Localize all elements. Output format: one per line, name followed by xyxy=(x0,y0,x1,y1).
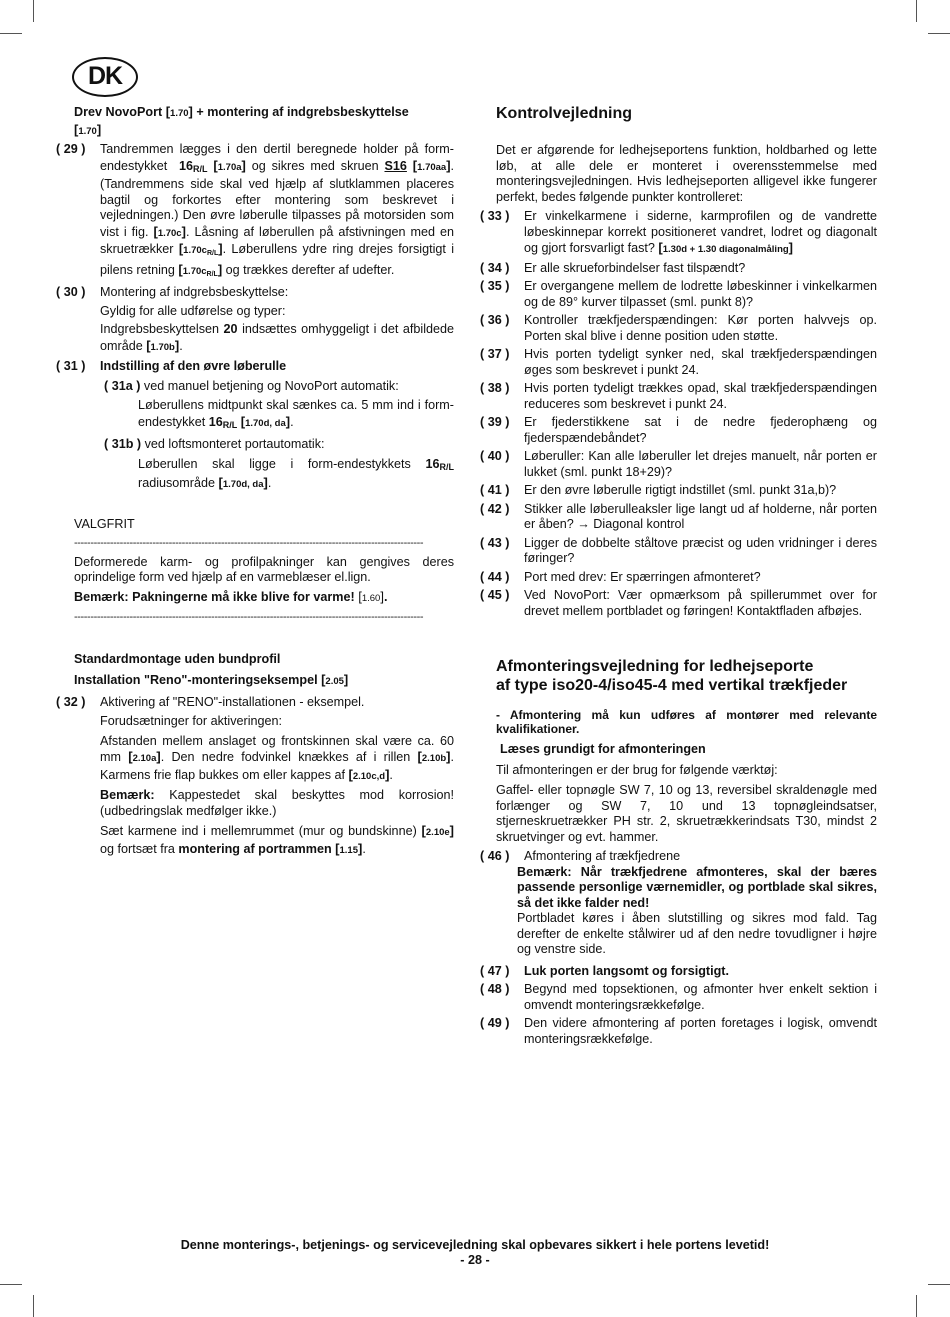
dismantling-tools-intro: Til afmonteringen er der brug for følgende værktøj: xyxy=(496,762,778,777)
dismantle-46-body: Portbladet køres i åben slutstilling og sikres mod fald. Tag derefter de enkelte stålwirer ud af den nedre tovudligner i højre og venstre side. xyxy=(517,911,877,956)
step-31a-body: Løberullens midtpunkt skal sænkes ca. 5 mm ind i form-endestykket $16_{R/L}$ [1.70d, da]. xyxy=(138,398,454,430)
crop-mark xyxy=(0,1284,22,1285)
step-number: ( 30 ) xyxy=(56,285,86,299)
step-32-note: Bemærk: Kappestedet skal beskyttes mod korrosion! (udbedringslak medfølger ikke.) xyxy=(100,788,455,818)
step-number: ( 33 ) xyxy=(480,209,510,223)
crop-mark xyxy=(0,33,22,34)
step-number: ( 31 ) xyxy=(56,359,86,373)
step-number: ( 49 ) xyxy=(480,1016,510,1030)
step-30: ( 30 ) Montering af indgrebsbeskyttelse: xyxy=(56,285,289,299)
check-36: ( 36 ) Kontroller trækfjederspændingen: Kør porten halvvejs op. Porten skal blive i denne position uden støtte. xyxy=(480,313,877,343)
dismantle-47: ( 47 ) Luk porten langsomt og forsigtigt. xyxy=(480,963,729,978)
step-31b-body: Løberullen skal ligge i form-endestykkets $16_{R/L}$ radiusområde [1.70d, da]. xyxy=(138,456,454,490)
dismantling-warning: - Afmontering må kun udføres af montører med relevante kvalifikationer. xyxy=(496,708,877,736)
step-number: ( 42 ) xyxy=(480,501,510,516)
control-intro: Det er afgørende for ledhejseportens funktion, holdbarhed og lette løb, at alle dele er monteret i overensstemmelse med monteringsvejledningen. Hvis ledhejseporten alligevel ikke fungerer perfekt, bedes følgende punkter kontrolleret: xyxy=(496,143,877,204)
section-title-control: Kontrolvejledning xyxy=(496,105,632,122)
right-column xyxy=(480,104,877,1047)
step-31a: ( 31a ) ved manuel betjening og NovoPort automatik: xyxy=(104,378,399,393)
step-number: ( 48 ) xyxy=(480,982,510,996)
dismantle-49: ( 49 ) Den videre afmontering af porten foretages i logisk, omvendt monteringsrækkefølge. xyxy=(480,1016,877,1046)
crop-mark xyxy=(916,0,917,22)
step-32: ( 32 ) Aktivering af "RENO"-installationen - eksempel. xyxy=(56,694,365,709)
step-30-validity: Gyldig for alle udførelse og typer: xyxy=(100,303,286,318)
check-33: ( 33 ) Er vinkelkarmene i siderne, karmprofilen og de vandrette løbeskinnepar korrekt positioneret vandret, lodret og diagonalt og gjort forsvarligt fast? [1.30d + 1.30 diagonalmåling] xyxy=(480,209,877,255)
left-column xyxy=(56,104,454,858)
step-number: ( 34 ) xyxy=(480,260,510,275)
dismantling-read: Læses grundigt for afmonteringen xyxy=(500,742,706,756)
step-number: ( 44 ) xyxy=(480,569,510,584)
crop-mark xyxy=(916,1295,917,1317)
section-title-standard: Standardmontage uden bundprofil xyxy=(74,651,281,666)
check-45: ( 45 ) Ved NovoPort: Vær opmærksom på spillerummet over for drevet mellem portbladet og føringen! Kontaktfladen afbøjes. xyxy=(480,588,877,618)
section-title-dismantling: Afmonteringsvejledning for ledhejseporte af type iso20-4/iso45-4 med vertikal trækfjeder xyxy=(496,658,848,694)
footer-notice: Denne monterings-, betjenings- og servicevejledning skal opbevares sikkert i hele portens levetid! xyxy=(180,1238,770,1252)
step-number: ( 32 ) xyxy=(56,694,86,709)
dismantle-46: ( 46 ) Afmontering af trækfjedrene xyxy=(480,849,681,863)
step-29: ( 29 ) Tandremmen lægges i den dertil beregnede holder på form-endestykket $16_{R/L}$ [1.70a] og sikres med skruen S16 [1.70aa]. (Tandremmens side skal ved hjælp af slutklammen placeres bagtil og forkortes efter montering som beskrevet i vejledningen.) Den øvre løberulle tilpasses på motorsiden som vist i fig. [1.70c]. Låsning af løberullen på afstivningen med en skruetrækker $[1.70c_{R/L}]$. Løberullens ydre ring drejes forsigtigt i pilens retning $[1.70c_{R/L}]$ og trækkes derefter af udefter. xyxy=(56,142,455,278)
check-40: ( 40 ) Løberuller: Kan alle løberuller let drejes manuelt, når porten er lukket (sml. punkt 18+29)? xyxy=(480,449,877,479)
check-35: ( 35 ) Er overgangene mellem de lodrette løbeskinner i vinkelkarmen og de 89° kurver tilpasset (sml. punkt 8)? xyxy=(480,279,877,309)
section-title-drev: Drev NovoPort [1.70] + montering af indgrebsbeskyttelse [1.70] xyxy=(74,104,409,137)
step-31: ( 31 ) Indstilling af den øvre løberulle xyxy=(56,359,287,373)
check-41: ( 41 ) Er den øvre løberulle rigtigt indstillet (sml. punkt 31a,b)? xyxy=(480,483,837,497)
step-number: ( 36 ) xyxy=(480,313,510,327)
check-39: ( 39 ) Er fjederstikkene sat i de nedre fjederophæng og fjederspændebåndet? xyxy=(480,415,877,445)
country-badge: DK xyxy=(72,57,138,97)
step-30-body: Indgrebsbeskyttelsen 20 indsættes omhyggeligt i det afbildede område [1.70b]. xyxy=(100,322,455,353)
check-43: ( 43 ) Ligger de dobbelte ståltove præcist og uden vridninger i deres føringer? xyxy=(480,535,877,565)
dismantling-tools-list: Gaffel- eller topnøgle SW 7, 10 og 13, reversibel skraldenøgle med forlænger og SW 7, 10 und 13 topnøgleindsatser, stjerneskruetrækker PH str. 2, skruetrækkerindsats T30, mindst 2 skruetvinger og evt. hammer. xyxy=(496,783,877,844)
check-34: ( 34 ) Er alle skrueforbindelser fast tilspændt? xyxy=(480,260,746,275)
check-44: ( 44 ) Port med drev: Er spærringen afmonteret? xyxy=(480,569,761,584)
step-number: ( 40 ) xyxy=(480,449,510,463)
step-number: ( 37 ) xyxy=(480,347,510,361)
step-number: ( 43 ) xyxy=(480,535,510,550)
step-32-continue: Sæt karmene ind i mellemrummet (mur og bundskinne) [2.10e] og fortsæt fra montering af portrammen [1.15]. xyxy=(100,823,455,856)
optional-label: VALGFRIT xyxy=(74,516,135,531)
crop-mark xyxy=(33,0,34,22)
optional-text: Deformerede karm- og profilpakninger kan gengives deres oprindelige form ved hjælp af en varmeblæser el.lign. xyxy=(74,554,454,584)
dismantle-46-warning: Bemærk: Når trækfjedrene afmonteres, skal der bæres passende personlige værnemidler, og portblade skal sikres, så det ikke falder ned! xyxy=(517,864,877,910)
crop-mark xyxy=(33,1295,34,1317)
step-number: ( 46 ) xyxy=(480,849,510,863)
dismantle-48: ( 48 ) Begynd med topsektionen, og afmonter hver enkelt sektion i omvendt monteringsrækkefølge. xyxy=(480,982,877,1012)
step-number: ( 45 ) xyxy=(480,588,510,602)
step-number: ( 39 ) xyxy=(480,415,510,429)
step-number: ( 47 ) xyxy=(480,963,510,978)
dashed-divider: ----------------------------------------------------------------------------------------------------------- xyxy=(74,537,424,549)
step-number: ( 38 ) xyxy=(480,381,510,395)
crop-mark xyxy=(928,1284,950,1285)
arrow-right-icon: → Diagonal kontrol xyxy=(577,517,685,531)
optional-note: Bemærk: Pakningerne må ikke blive for varme! [1.60]. xyxy=(74,588,388,604)
step-32-body: Afstanden mellem anslaget og frontskinnen skal være ca. 60 mm [2.10a]. Den nedre fodvinkel knækkes af i rillen [2.10b]. Karmens frie flap bukkes om eller kappes af [2.10c,d]. xyxy=(100,733,454,782)
crop-mark xyxy=(928,33,950,34)
check-38: ( 38 ) Hvis porten tydeligt trækkes opad, skal trækfjederspændingen reduceres som beskrevet i punkt 24. xyxy=(480,381,877,411)
step-32-prereq: Forudsætninger for aktiveringen: xyxy=(100,714,283,728)
section-title-reno: Installation "Reno"-monteringseksempel [2.05] xyxy=(74,672,349,687)
step-number: ( 35 ) xyxy=(480,279,510,293)
dashed-divider: ----------------------------------------------------------------------------------------------------------- xyxy=(74,611,424,623)
step-number: ( 29 ) xyxy=(56,142,86,156)
page-number: - 28 - xyxy=(460,1253,490,1267)
step-number: ( 41 ) xyxy=(480,483,510,497)
step-31b: ( 31b ) ved loftsmonteret portautomatik: xyxy=(104,437,325,451)
check-42: ( 42 ) Stikker alle løberulleaksler lige langt ud af holderne, når porten er åben? → Diagonal kontrol xyxy=(480,501,877,531)
check-37: ( 37 ) Hvis porten tydeligt synker ned, skal trækfjederspændingen øges som beskrevet i punkt 24. xyxy=(480,347,877,377)
